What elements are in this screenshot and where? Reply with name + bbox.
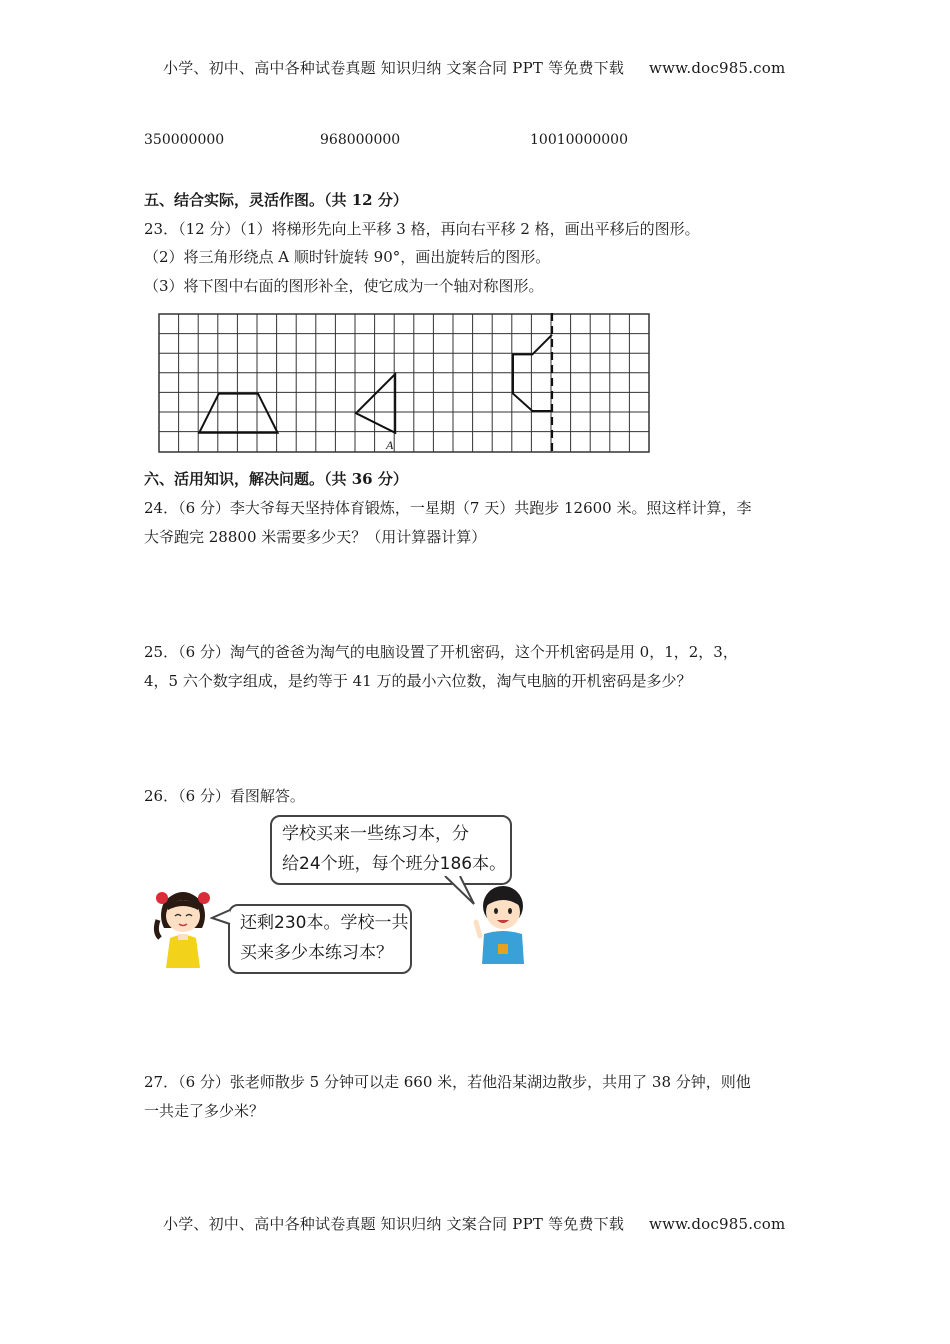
header-site: www.doc985.com bbox=[649, 59, 786, 77]
boy-bubble-line-2: 给24个班，每个班分186本。 bbox=[282, 854, 507, 874]
number-2: 968000000 bbox=[320, 132, 401, 148]
girl-speech-bubble bbox=[228, 904, 412, 974]
q27-line-1: 27．（6 分）张老师散步 5 分钟可以走 660 米，若他沿某湖边散步，共用了 38 分钟，则他 bbox=[144, 1073, 751, 1091]
q23-line-1: 23．（12 分）（1）将梯形先向上平移 3 格，再向右平移 2 格，画出平移后的图形。 bbox=[144, 220, 700, 238]
girl-bubble-line-2: 买来多少本练习本？ bbox=[240, 943, 393, 963]
point-a-label: A bbox=[386, 438, 394, 452]
section-5-title: 五、结合实际，灵活作图。（共 12 分） bbox=[144, 191, 408, 209]
number-3: 10010000000 bbox=[530, 132, 628, 148]
q23-line-3: （3）将下图中右面的图形补全，使它成为一个轴对称图形。 bbox=[144, 277, 544, 295]
number-1: 350000000 bbox=[144, 132, 225, 148]
page-header bbox=[163, 57, 785, 78]
q25-line-1: 25．（6 分）淘气的爸爸为淘气的电脑设置了开机密码，这个开机密码是用 0，1，2，3， bbox=[144, 643, 738, 661]
q23-line-2: （2）将三角形绕点 A 顺时针旋转 90°，画出旋转后的图形。 bbox=[144, 248, 551, 266]
boy-illustration-icon bbox=[470, 876, 532, 964]
q27-line-2: 一共走了多少米？ bbox=[144, 1102, 265, 1120]
triangle-shape bbox=[356, 374, 395, 433]
page-footer bbox=[163, 1213, 785, 1234]
girl-illustration-icon bbox=[150, 882, 216, 968]
grid-svg bbox=[158, 313, 653, 456]
grid-figure bbox=[158, 313, 653, 460]
footer-site: www.doc985.com bbox=[649, 1215, 786, 1233]
q24-line-1: 24．（6 分）李大爷每天坚持体育锻炼，一星期（7 天）共跑步 12600 米。照这样计算，李 bbox=[144, 499, 752, 517]
section-6-title: 六、活用知识，解决问题。（共 36 分） bbox=[144, 470, 408, 488]
q25-line-2: 4，5 六个数字组成，是约等于 41 万的最小六位数，淘气电脑的开机密码是多少？ bbox=[144, 672, 692, 690]
boy-bubble-line-1: 学校买来一些练习本，分 bbox=[282, 824, 469, 844]
q24-line-2: 大爷跑完 28800 米需要多少天？（用计算器计算） bbox=[144, 528, 487, 546]
footer-text: 小学、初中、高中各种试卷真题 知识归纳 文案合同 PPT 等免费下载 bbox=[163, 1215, 625, 1233]
boy-speech-bubble bbox=[270, 815, 512, 885]
header-text: 小学、初中、高中各种试卷真题 知识归纳 文案合同 PPT 等免费下载 bbox=[163, 59, 625, 77]
trapezoid-shape bbox=[199, 394, 277, 433]
girl-bubble-line-1: 还剩230本。学校一共 bbox=[240, 913, 409, 933]
q26-line: 26．（6 分）看图解答。 bbox=[144, 787, 305, 805]
